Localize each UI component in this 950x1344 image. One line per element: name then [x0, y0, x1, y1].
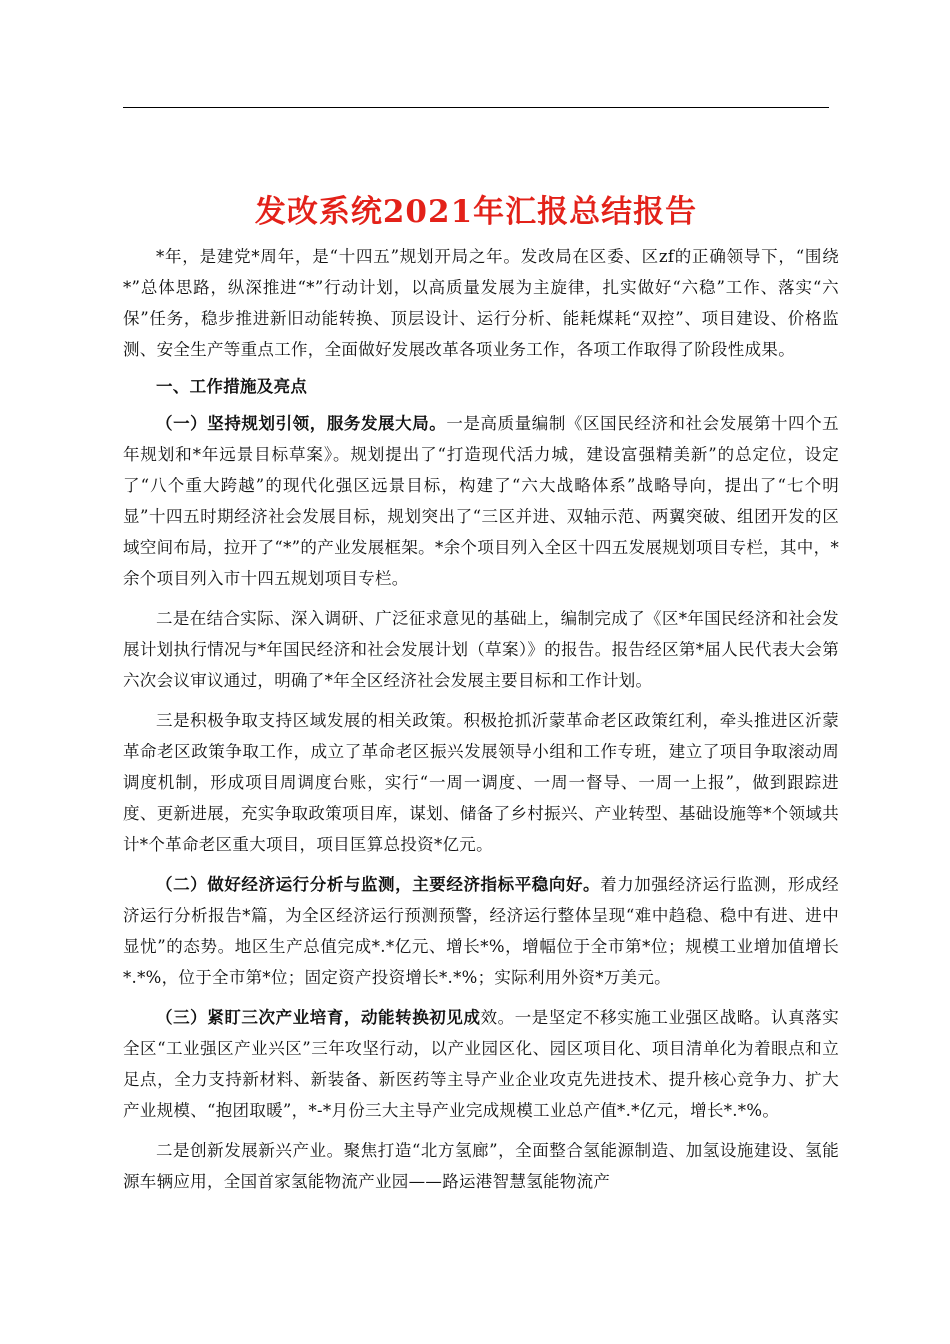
paragraph-industry-text: 效。一是坚定不移实施工业强区战略。认真落实全区“工业强区产业兴区”三年攻坚行动，以产业园区化、园区项目化、项目清单化为着眼点和立足点，全力支持新材料、新装备、新医药等主导产业企业攻克先进技术、提升核心竞争力、扩大产业规模、“抱团取暖”，*-*月份三大主导产业完成规模工业总产值*.*亿元，增长*.*%。: [123, 1008, 839, 1120]
paragraph-emerging: 二是创新发展新兴产业。聚焦打造“北方氢廊”，全面整合氢能源制造、加氢设施建设、氢能源车辆应用，全国首家氢能物流产业园——路运港智慧氢能物流产: [123, 1141, 839, 1191]
paragraph-economy-heading: （二）做好经济运行分析与监测，主要经济指标平稳向好。: [156, 875, 601, 894]
document-title: 发改系统2021年汇报总结报告: [254, 194, 698, 230]
document-body: [123, 241, 839, 1206]
paragraph-economy-text: 着力加强经济运行监测，形成经济运行分析报告*篇，为全区经济运行预测预警，经济运行整体呈现“难中趋稳、稳中有进、进中显忧”的态势。地区生产总值完成*.*亿元、增长*%，增幅位于全市第*位；规模工业增加值增长*.*%，位于全市第*位；固定资产投资增长*.*%；实际利用外资*万美元。: [123, 875, 839, 987]
paragraph-policy: 三是积极争取支持区域发展的相关政策。积极抢抓沂蒙革命老区政策红利，牵头推进区沂蒙革命老区政策争取工作，成立了革命老区振兴发展领导小组和工作专班，建立了项目争取滚动周调度机制，形成项目周调度台账，实行“一周一调度、一周一督导、一周一上报”，做到跟踪进度、更新进展，充实争取政策项目库，谋划、储备了乡村振兴、产业转型、基础设施等*个领域共计*个革命老区重大项目，项目匡算总投资*亿元。: [123, 711, 839, 854]
paragraph-economy: [123, 869, 839, 993]
header-rule: [123, 107, 829, 108]
section-heading: 一、工作措施及亮点: [156, 377, 308, 396]
paragraph-industry: [123, 1002, 839, 1126]
paragraph-plan-report: 二是在结合实际、深入调研、广泛征求意见的基础上，编制完成了《区*年国民经济和社会发展计划执行情况与*年国民经济和社会发展计划（草案）》的报告。报告经区第*届人民代表大会第六次会议审议通过，明确了*年全区经济社会发展主要目标和工作计划。: [123, 609, 839, 690]
paragraph-planning: [123, 408, 839, 594]
paragraph-planning-heading: （一）坚持规划引领，服务发展大局。: [156, 414, 447, 433]
intro-paragraph: *年，是建党*周年，是“十四五”规划开局之年。发改局在区委、区zf的正确领导下，“围绕*”总体思路，纵深推进“*”行动计划，以高质量发展为主旋律，扎实做好“六稳”工作、落实“六保”任务，稳步推进新旧动能转换、顶层设计、运行分析、能耗煤耗“双控”、项目建设、价格监测、安全生产等重点工作，全面做好发展改革各项业务工作，各项工作取得了阶段性成果。: [123, 247, 839, 359]
paragraph-planning-text: 一是高质量编制《区国民经济和社会发展第十四个五年规划和*年远景目标草案》。规划提出了“打造现代活力城，建设富强精美新”的总定位，设定了“八个重大跨越”的现代化强区远景目标，构建了“六大战略体系”战略导向，提出了“七个明显”十四五时期经济社会发展目标，规划突出了“三区并进、双轴示范、两翼突破、组团开发的区域空间布局，拉开了“*”的产业发展框架。*余个项目列入全区十四五发展规划项目专栏，其中，*余个项目列入市十四五规划项目专栏。: [123, 414, 839, 588]
paragraph-industry-heading: （三）紧盯三次产业培育，动能转换初见成: [156, 1008, 481, 1027]
